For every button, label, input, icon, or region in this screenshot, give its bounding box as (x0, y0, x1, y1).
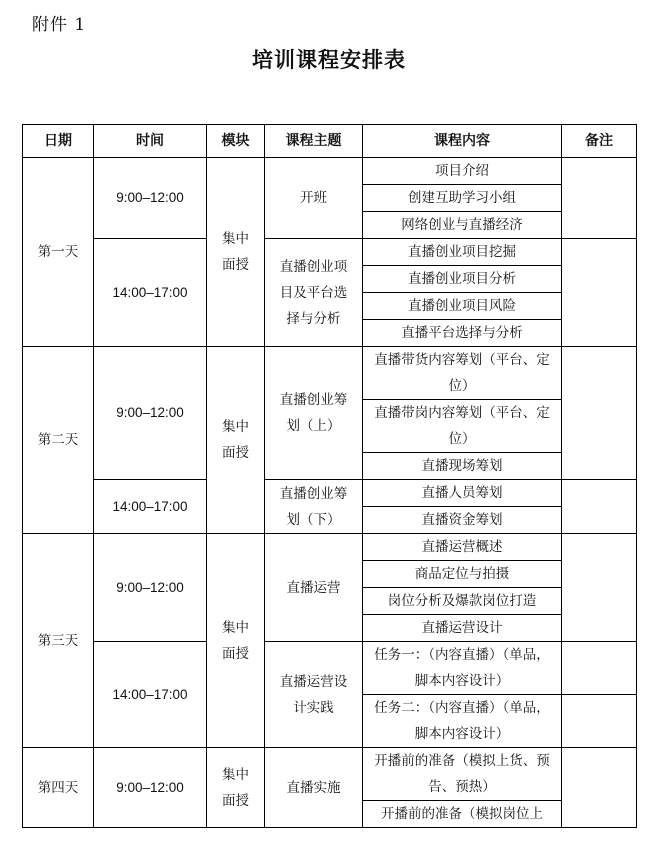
note-cell (562, 480, 637, 534)
content-cell (363, 748, 562, 801)
content-cell: 直播创业项目分析 (363, 266, 562, 293)
time-cell: 9:00–12:00 (94, 748, 207, 828)
content-cell: 直播创业项目风险 (363, 293, 562, 320)
note-cell (562, 642, 637, 695)
content-cell: 直播运营设计 (363, 615, 562, 642)
module-label: 集中面授 (222, 766, 249, 809)
note-cell (562, 534, 637, 642)
content-cell: 直播人员筹划 (363, 480, 562, 507)
content-cell: 创建互助学习小组 (363, 185, 562, 212)
header-topic: 课程主题 (265, 125, 363, 158)
content-cell: 直播资金筹划 (363, 507, 562, 534)
content-cell: 直播创业项目挖掘 (363, 239, 562, 266)
module-label: 集中面授 (222, 619, 249, 662)
topic-cell (265, 642, 363, 748)
day-cell: 第四天 (23, 748, 94, 828)
content-cell: 商品定位与拍摄 (363, 561, 562, 588)
table-row (23, 534, 637, 561)
table-row (23, 158, 637, 185)
note-cell (562, 748, 637, 828)
content-cell: 项目介绍 (363, 158, 562, 185)
content-cell (363, 642, 562, 695)
note-cell (562, 695, 637, 748)
module-cell (207, 748, 265, 828)
schedule-table (22, 124, 637, 828)
day-cell: 第二天 (23, 347, 94, 534)
content-cell: 岗位分析及爆款岗位打造 (363, 588, 562, 615)
header-date: 日期 (23, 125, 94, 158)
content-cell (363, 347, 562, 400)
day-cell: 第一天 (23, 158, 94, 347)
header-module: 模块 (207, 125, 265, 158)
table-row (23, 239, 637, 266)
time-cell: 14:00–17:00 (94, 480, 207, 534)
content-cell: 直播现场筹划 (363, 453, 562, 480)
time-cell: 9:00–12:00 (94, 534, 207, 642)
time-cell: 9:00–12:00 (94, 158, 207, 239)
topic-label: 直播创业筹划（上） (279, 392, 348, 434)
content-cell: 直播平台选择与分析 (363, 320, 562, 347)
content-cell (363, 400, 562, 453)
header-note: 备注 (562, 125, 637, 158)
topic-cell: 直播运营 (265, 534, 363, 642)
module-cell (207, 534, 265, 748)
time-cell: 14:00–17:00 (94, 642, 207, 748)
table-row (23, 480, 637, 507)
content-text: 直播带岗内容筹划（平台、定位） (374, 405, 550, 447)
page-title: 培训课程安排表 (252, 47, 406, 72)
topic-cell (265, 347, 363, 480)
content-text: 开播前的准备（模拟上货、预告、预热） (374, 753, 550, 795)
module-label: 集中面授 (222, 419, 249, 461)
module-cell (207, 158, 265, 347)
note-cell (562, 347, 637, 480)
note-cell (562, 239, 637, 347)
day-cell: 第三天 (23, 534, 94, 748)
topic-cell (265, 239, 363, 347)
content-cell: 直播运营概述 (363, 534, 562, 561)
topic-label: 直播创业筹划（下） (279, 485, 348, 528)
module-cell (207, 347, 265, 534)
attachment-label: 附件 1 (32, 15, 87, 35)
content-text: 任务二：（内容直播）（单品，脚本内容设计） (374, 700, 550, 742)
header-time: 时间 (94, 125, 207, 158)
table-row (23, 748, 637, 801)
content-cell: 开播前的准备（模拟岗位上 (363, 801, 562, 828)
header-content: 课程内容 (363, 125, 562, 158)
time-cell: 14:00–17:00 (94, 239, 207, 347)
topic-cell (265, 480, 363, 534)
content-text: 任务一：（内容直播）（单品，脚本内容设计） (374, 647, 550, 689)
note-cell (562, 158, 637, 239)
content-text: 直播带货内容筹划（平台、定位） (374, 352, 550, 394)
topic-label: 直播运营设计实践 (279, 673, 348, 716)
topic-label: 直播创业项目及平台选择与分析 (279, 258, 348, 327)
time-cell: 9:00–12:00 (94, 347, 207, 480)
topic-cell: 直播实施 (265, 748, 363, 828)
module-label: 集中面授 (222, 231, 249, 273)
content-cell (363, 695, 562, 748)
topic-cell: 开班 (265, 158, 363, 239)
table-row (23, 642, 637, 695)
table-row (23, 347, 637, 400)
header-row (23, 125, 637, 158)
content-cell: 网络创业与直播经济 (363, 212, 562, 239)
